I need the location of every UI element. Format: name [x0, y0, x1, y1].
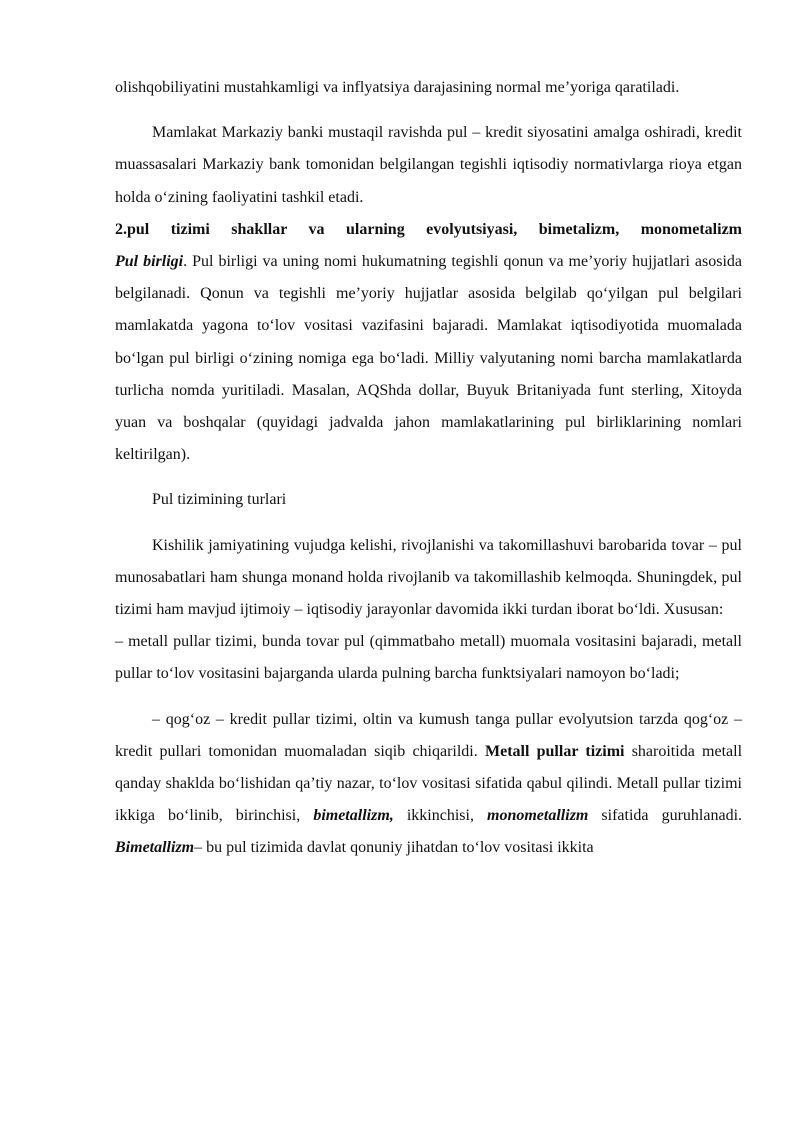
term-pul-birligi: Pul birligi	[115, 253, 184, 271]
paragraph-central-bank	[115, 117, 742, 471]
paragraph-text: . Pul birligi va uning nomi hukumatning tegishli qonun va me’yoriy hujjatlari asosida belgilanadi. Qonun va tegishli me’yoriy hujjatlar asosida belgilab qo‘yilgan pul belgilari mamlakatda yagona to‘lov vositasi vazifasini bajaradi. Mamlakat iqtisodiyotida muomalada bo‘lgan pul birligi o‘zining nomiga ega bo‘ladi. Milliy valyutaning nomi barcha mamlakatlarda turlicha nomda yuritiladi. Masalan, AQShda dollar, Buyuk Britaniyada funt sterling, Xitoyda yuan va boshqalar (quyidagi jadvalda jahon mamlakatlarining pul birliklarining nomlari keltirilgan).	[115, 253, 743, 464]
subheading-pul-tizimi-turlari	[115, 484, 742, 516]
paragraph-text: sharoitida metall qanday shaklda bo‘lishidan qa’tiy nazar, to‘lov vositasi sifatida qabul qilindi. Metall pullar tizimi ikkiga bo‘linib, birinchisi,	[115, 742, 743, 825]
paragraph-continuation	[115, 72, 742, 104]
document-page	[115, 72, 742, 865]
term-bimetallizm-definition: Bimetallizm	[115, 839, 195, 857]
paragraph-text: – qog‘oz – kredit pullar tizimi, oltin va kumush tanga pullar evolyutsion tarzda qog‘oz – kredit pullari tomonidan muomaladan siqib chiqarildi.	[115, 710, 742, 760]
paragraph-text: Kishilik jamiyatining vujudga kelishi, rivojlanishi va takomillashuvi barobarida tovar – pul munosabatlari ham shunga monand holda rivojlanib va takomillashib kelmoqda. Shuningdek, pul tizimi ham mavjud ijtimoiy – iqtisodiy jarayonlar davomida ikki turdan iborat bo‘ldi. Xususan:	[115, 536, 742, 619]
paragraph-kishilik	[115, 530, 742, 691]
term-metall-pullar-tizimi: Metall pullar tizimi	[484, 742, 625, 760]
paragraph-text: ikkinchisi,	[393, 807, 488, 825]
paragraph-qogoz	[115, 704, 742, 865]
paragraph-text: sifatida guruhlanadi.	[588, 807, 743, 825]
subheading-text: Pul tizimining turlari	[152, 491, 287, 509]
paragraph-body	[115, 253, 742, 463]
paragraph-text: – bu pul tizimida davlat qonuniy jihatdan to‘lov vositasi ikkita	[194, 839, 594, 857]
paragraph-text: olishqobiliyatini mustahkamligi va inflyatsiya darajasining normal me’yoriga qaratiladi.	[115, 79, 680, 96]
paragraph-text: Mamlakat Markaziy banki mustaqil ravishda pul – kredit siyosatini amalga oshiradi, kredit muassasalari Markaziy bank tomonidan belgilangan tegishli iqtisodiy normativlarga rioya etgan holda o‘zining faoliyatini tashkil etadi.	[115, 124, 742, 206]
term-bimetallizm: bimetallizm,	[313, 807, 394, 825]
term-monometallizm: monometallizm	[487, 807, 589, 825]
section-heading: 2.pul tizimi shakllar va ularning evolyutsiyasi, bimetalizm, monometalizm	[115, 220, 742, 238]
list-item-metall: – metall pullar tizimi, bunda tovar pul (qimmatbaho metall) muomala vositasini bajaradi, metall pullar to‘lov vositasini bajarganda ularda pulning barcha funktsiyalari namoyon bo‘ladi;	[115, 633, 742, 683]
